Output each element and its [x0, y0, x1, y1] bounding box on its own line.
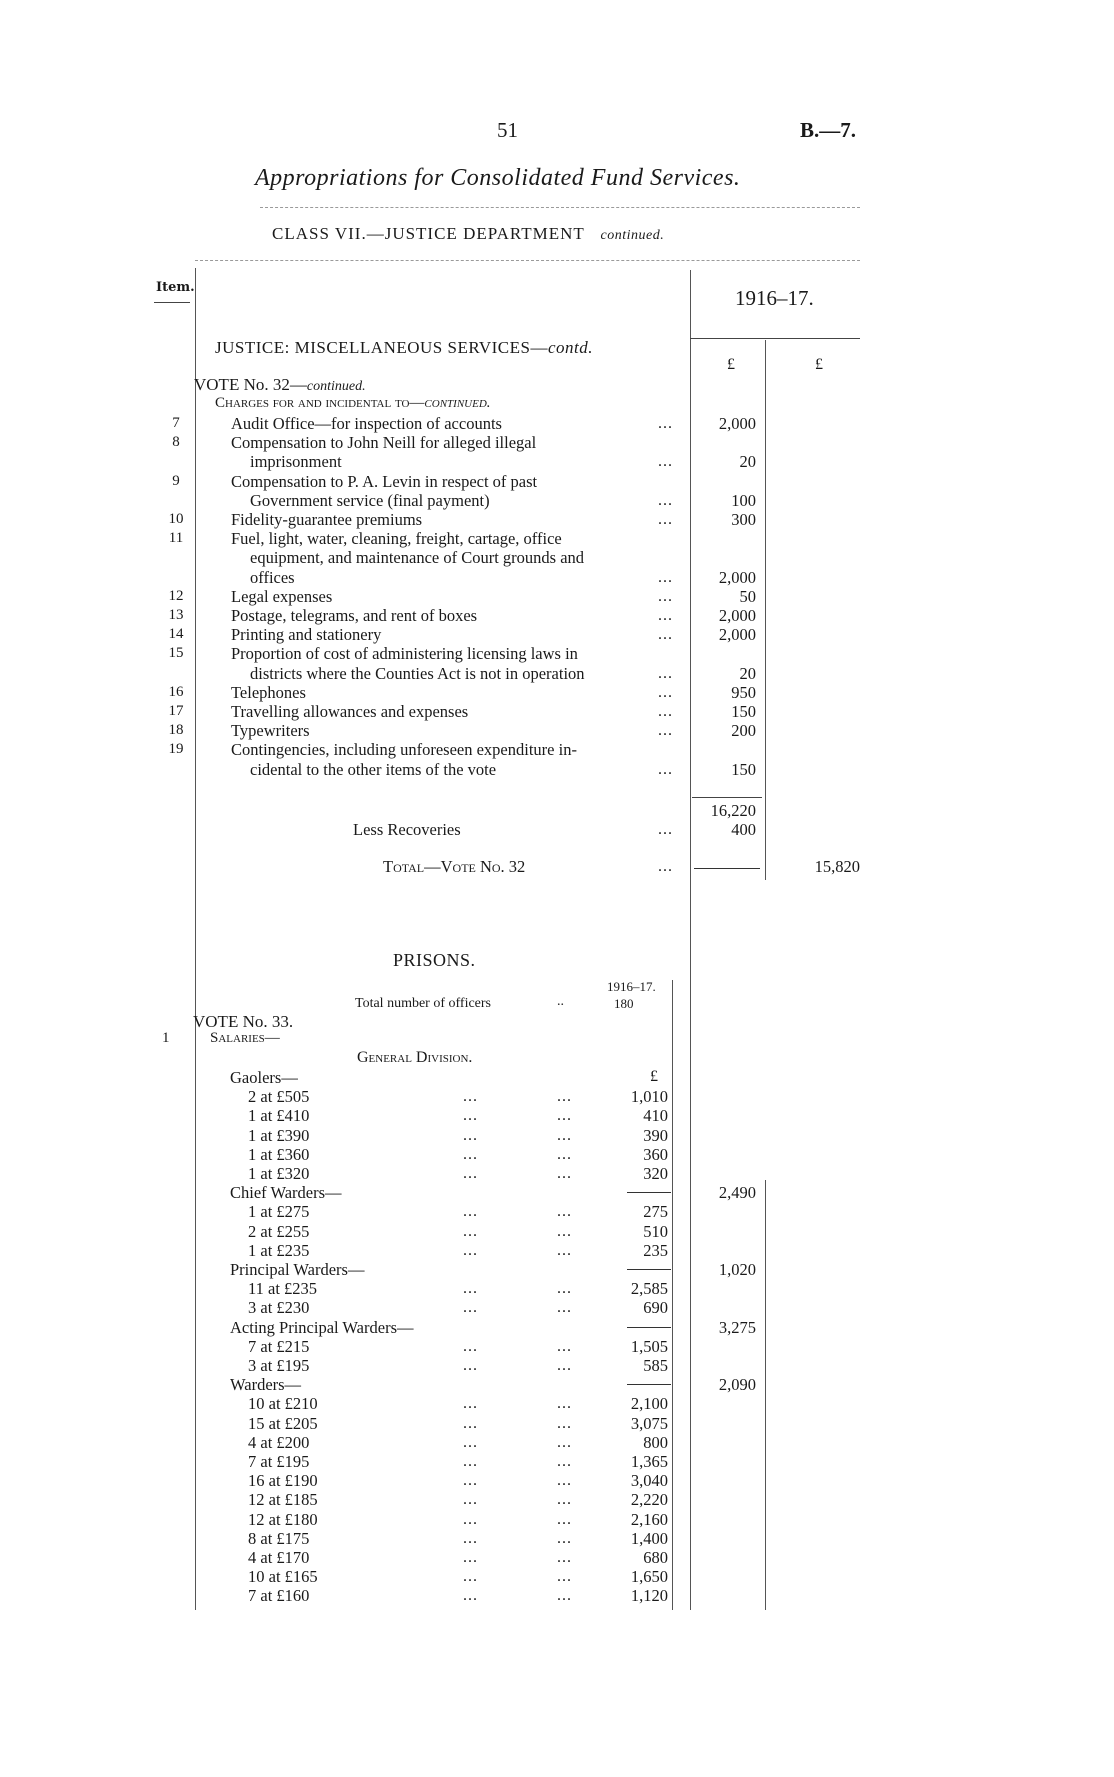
dot-leader: ...: [658, 607, 673, 624]
salary-grade: 4 at £170: [248, 1548, 310, 1567]
salary-amount: 1,400: [630, 1528, 668, 1548]
dot-leader: ...: [463, 1299, 478, 1317]
dot-leader: ...: [463, 1145, 478, 1163]
officers-year: 1916–17.: [607, 979, 656, 994]
prisons-title: PRISONS.: [393, 950, 476, 970]
dot-leader: ...: [557, 1453, 572, 1470]
salary-amount: 510: [643, 1221, 668, 1241]
salary-group-label: Chief Warders—: [230, 1183, 342, 1203]
expense-amount: 150: [731, 702, 756, 721]
expense-amount: 50: [739, 586, 756, 606]
item-number: 14: [168, 626, 184, 643]
salary-amount: 390: [643, 1125, 668, 1145]
salary-grade: 1 at £235: [248, 1240, 310, 1260]
subtotal-rule: [692, 797, 762, 798]
item-number: 8: [172, 434, 180, 451]
salary-amount: 2,100: [630, 1394, 668, 1414]
expense-description: Typewriters: [231, 721, 310, 741]
item-number: 15: [168, 645, 184, 662]
total-column-rule: [765, 340, 766, 880]
expense-description: cidental to the other items of the vote: [250, 759, 497, 779]
dot-leader: ...: [463, 1280, 478, 1298]
salary-amount: 585: [643, 1356, 668, 1375]
currency-header-2: £: [815, 356, 823, 373]
dot-leader: ...: [463, 1510, 478, 1528]
expense-amount: 2,000: [718, 567, 756, 587]
expense-description: Fidelity-guarantee premiums: [231, 510, 423, 529]
salary-grade: 7 at £215: [248, 1336, 310, 1356]
salary-grade: 2 at £505: [248, 1087, 310, 1107]
salary-amount: 1,010: [630, 1087, 668, 1107]
dot-leader: ...: [463, 1587, 478, 1605]
officers-count: 180: [614, 996, 634, 1011]
dot-leader: ...: [463, 1107, 478, 1125]
dot-leader: ...: [557, 1568, 572, 1586]
group-subtotal-rule: [627, 1192, 671, 1193]
dot-leader: ...: [658, 568, 673, 586]
dot-leader: ...: [463, 1222, 478, 1240]
item-number: 19: [168, 741, 184, 758]
dot-leader: ...: [658, 587, 673, 605]
vote-33-label: VOTE No. 33.: [193, 1012, 294, 1031]
salary-amount: 1,365: [630, 1452, 668, 1471]
expense-amount: 2,000: [718, 606, 756, 625]
salary-group-total: 1,020: [718, 1260, 756, 1279]
dot-leader: ...: [463, 1241, 478, 1259]
dot-leader: ...: [463, 1453, 478, 1470]
salary-amount: 2,585: [630, 1279, 668, 1299]
item-number: 13: [168, 607, 184, 623]
salary-amount: 235: [643, 1240, 668, 1260]
expense-description: Printing and stationery: [231, 625, 382, 645]
salary-grade: 15 at £205: [248, 1413, 318, 1433]
expense-description: Legal expenses: [231, 586, 333, 606]
dot-leader: ...: [557, 1357, 572, 1374]
dot-leader: ...: [658, 511, 673, 528]
salary-group-label: Principal Warders—: [230, 1260, 365, 1279]
expense-amount: 100: [731, 490, 756, 510]
salary-amount: 320: [643, 1164, 668, 1183]
dot-leader: ...: [557, 1222, 572, 1240]
item-number: 10: [168, 511, 184, 527]
salary-amount: 410: [643, 1106, 668, 1126]
page-number: 51: [497, 118, 518, 142]
dot-leader: ...: [658, 760, 673, 778]
item-number: 9: [172, 472, 180, 489]
currency-header-1: £: [727, 356, 735, 373]
salary-grade: 3 at £230: [248, 1298, 310, 1318]
dot-leader: ...: [463, 1337, 478, 1355]
salary-grade: 7 at £195: [248, 1452, 310, 1471]
salary-group-label: Acting Principal Warders—: [230, 1317, 414, 1337]
document-reference: B.—7.: [800, 118, 857, 142]
dot-leader: ...: [557, 1241, 572, 1259]
salary-grade: 1 at £360: [248, 1144, 310, 1164]
less-recoveries-amount: 400: [731, 820, 756, 839]
dot-leader: ...: [557, 1280, 572, 1298]
dot-leader: ...: [658, 683, 673, 701]
salary-amount: 800: [643, 1432, 668, 1452]
salary-amount: 690: [643, 1298, 668, 1318]
expense-description: Contingencies, including unforeseen expenditure in-: [231, 740, 577, 760]
salary-amount: 1,120: [630, 1586, 668, 1606]
dot-leader: ...: [463, 1414, 478, 1432]
expense-description: equipment, and maintenance of Court grounds and: [250, 548, 585, 568]
total-column-rule-lower: [765, 1180, 766, 1610]
year-header: 1916–17.: [735, 286, 814, 310]
dot-leader: ...: [463, 1088, 478, 1106]
dot-leader: ...: [463, 1568, 478, 1586]
vote-32-label: VOTE No. 32—continued.: [194, 375, 366, 394]
expense-description: Proportion of cost of administering licensing laws in: [231, 644, 578, 664]
salary-amount: 680: [643, 1548, 668, 1567]
dot-leader: ...: [557, 1414, 572, 1432]
dot-leader: ...: [463, 1491, 478, 1509]
expense-amount: 300: [731, 510, 756, 529]
dot-leader: ...: [463, 1472, 478, 1490]
expense-description: Audit Office—for inspection of accounts: [231, 414, 502, 433]
class-rule: [195, 260, 860, 261]
vote-32-total-label: Total—Vote No. 32: [383, 857, 526, 876]
salary-group-total: 3,275: [718, 1317, 756, 1337]
salary-amount: 2,220: [630, 1490, 668, 1510]
dot-leader: ...: [557, 1491, 572, 1509]
salary-amount: 275: [643, 1202, 668, 1222]
expense-description: Travelling allowances and expenses: [231, 702, 469, 721]
class-title: CLASS VII.—JUSTICE DEPARTMENT continued.: [272, 224, 665, 243]
item-number: 18: [168, 722, 184, 739]
dot-leader: ...: [557, 1203, 572, 1221]
dot-leader: ...: [557, 1107, 572, 1125]
dot-leader: ...: [557, 1395, 572, 1413]
page-heading: Appropriations for Consolidated Fund Services.: [255, 165, 741, 191]
salary-currency: £: [650, 1068, 658, 1085]
salary-grade: 8 at £175: [248, 1528, 310, 1548]
salary-grade: 1 at £320: [248, 1164, 310, 1183]
expense-amount: 200: [731, 721, 756, 741]
charges-label: Charges for and incidental to—continued.: [215, 395, 491, 411]
general-division-label: General Division.: [357, 1049, 473, 1066]
dot-leader: ...: [658, 664, 673, 682]
salary-grade: 16 at £190: [248, 1471, 318, 1491]
salary-grade: 1 at £390: [248, 1125, 310, 1145]
dot-leader: ..: [557, 994, 564, 1009]
salary-amount: 1,505: [630, 1336, 668, 1356]
heading-rule: [260, 207, 860, 208]
expense-amount: 2,000: [718, 414, 756, 433]
item-number: 12: [168, 587, 184, 604]
dot-leader: ...: [658, 821, 673, 838]
dot-leader: ...: [463, 1395, 478, 1413]
salary-grade: 4 at £200: [248, 1432, 310, 1452]
dot-leader: ...: [658, 703, 673, 720]
dot-leader: ...: [463, 1126, 478, 1144]
item-header-underline: [154, 302, 190, 303]
justice-section-title: JUSTICE: MISCELLANEOUS SERVICES—contd.: [215, 338, 593, 357]
expense-amount: 150: [731, 759, 756, 779]
expense-description: Government service (final payment): [250, 490, 490, 510]
expense-description: Compensation to John Neill for alleged illegal: [231, 433, 537, 453]
salary-grade: 7 at £160: [248, 1586, 310, 1606]
salary-grade: 10 at £210: [248, 1394, 318, 1414]
dot-leader: ...: [463, 1433, 478, 1451]
salary-amount: 2,160: [630, 1509, 668, 1529]
dot-leader: ...: [463, 1357, 478, 1374]
salary-grade: 12 at £185: [248, 1490, 318, 1510]
salary-grade: 2 at £255: [248, 1221, 310, 1241]
item-number: 7: [172, 415, 180, 431]
expense-description: Fuel, light, water, cleaning, freight, cartage, office: [231, 529, 562, 549]
less-recoveries-label: Less Recoveries: [353, 820, 461, 839]
group-subtotal-rule: [627, 1384, 671, 1385]
dot-leader: ...: [557, 1088, 572, 1106]
expense-description: Telephones: [231, 682, 306, 702]
dot-leader: ...: [557, 1299, 572, 1317]
expense-description: Compensation to P. A. Levin in respect of past: [231, 471, 538, 491]
expense-description: districts where the Counties Act is not in operation: [250, 663, 585, 683]
item-number: 16: [168, 683, 184, 700]
dot-leader: ...: [463, 1203, 478, 1221]
expense-description: Postage, telegrams, and rent of boxes: [231, 606, 478, 625]
salary-amount: 360: [643, 1144, 668, 1164]
dot-leader: ...: [557, 1145, 572, 1163]
item-column-rule: [195, 268, 196, 1610]
salaries-label: Salaries—: [210, 1030, 280, 1046]
dot-leader: ...: [557, 1165, 572, 1182]
salary-group-total: 2,090: [718, 1375, 756, 1395]
dot-leader: ...: [658, 722, 673, 740]
group-subtotal-rule: [627, 1327, 671, 1328]
dot-leader: ...: [557, 1433, 572, 1451]
salary-grade: 3 at £195: [248, 1356, 310, 1375]
salary-group-label: Warders—: [230, 1375, 302, 1395]
salary-grade: 12 at £180: [248, 1509, 318, 1529]
dot-leader: ...: [557, 1472, 572, 1490]
group-subtotal-rule: [627, 1269, 671, 1270]
dot-leader: ...: [658, 858, 673, 875]
salary-amount-rule: [672, 980, 673, 1610]
expense-amount: 20: [739, 663, 756, 683]
dot-leader: ...: [557, 1529, 572, 1547]
expense-description: imprisonment: [250, 452, 342, 472]
expense-description: offices: [250, 567, 295, 587]
item-column-header: Item.: [156, 280, 195, 295]
dot-leader: ...: [557, 1126, 572, 1144]
year-header-rule: [690, 338, 860, 339]
dot-leader: ...: [463, 1165, 478, 1182]
expense-amount: 2,000: [718, 625, 756, 645]
dot-leader: ...: [463, 1549, 478, 1566]
item-number: 17: [168, 703, 184, 719]
dot-leader: ...: [557, 1549, 572, 1566]
dot-leader: ...: [557, 1510, 572, 1528]
prisons-item-number: 1: [162, 1030, 170, 1046]
salary-amount: 1,650: [630, 1567, 668, 1587]
dot-leader: ...: [557, 1587, 572, 1605]
salary-group-label: Gaolers—: [230, 1068, 298, 1087]
salary-grade: 1 at £275: [248, 1202, 310, 1222]
justice-subtotal: 16,220: [710, 801, 756, 820]
salary-grade: 1 at £410: [248, 1106, 310, 1126]
total-rule: [694, 868, 760, 869]
vote-32-total: 15,820: [814, 857, 860, 876]
dot-leader: ...: [658, 453, 673, 471]
expense-amount: 950: [731, 682, 756, 702]
expense-amount: 20: [739, 452, 756, 472]
officers-label: Total number of officers: [355, 996, 491, 1011]
dot-leader: ...: [658, 491, 673, 509]
dot-leader: ...: [463, 1529, 478, 1547]
salary-grade: 10 at £165: [248, 1567, 318, 1587]
salary-amount: 3,075: [630, 1413, 668, 1433]
dot-leader: ...: [557, 1337, 572, 1355]
salary-group-total: 2,490: [718, 1183, 756, 1203]
salary-amount: 3,040: [630, 1471, 668, 1491]
salary-grade: 11 at £235: [248, 1279, 318, 1299]
dot-leader: ...: [658, 626, 673, 644]
item-number: 11: [168, 530, 184, 547]
dot-leader: ...: [658, 415, 673, 432]
